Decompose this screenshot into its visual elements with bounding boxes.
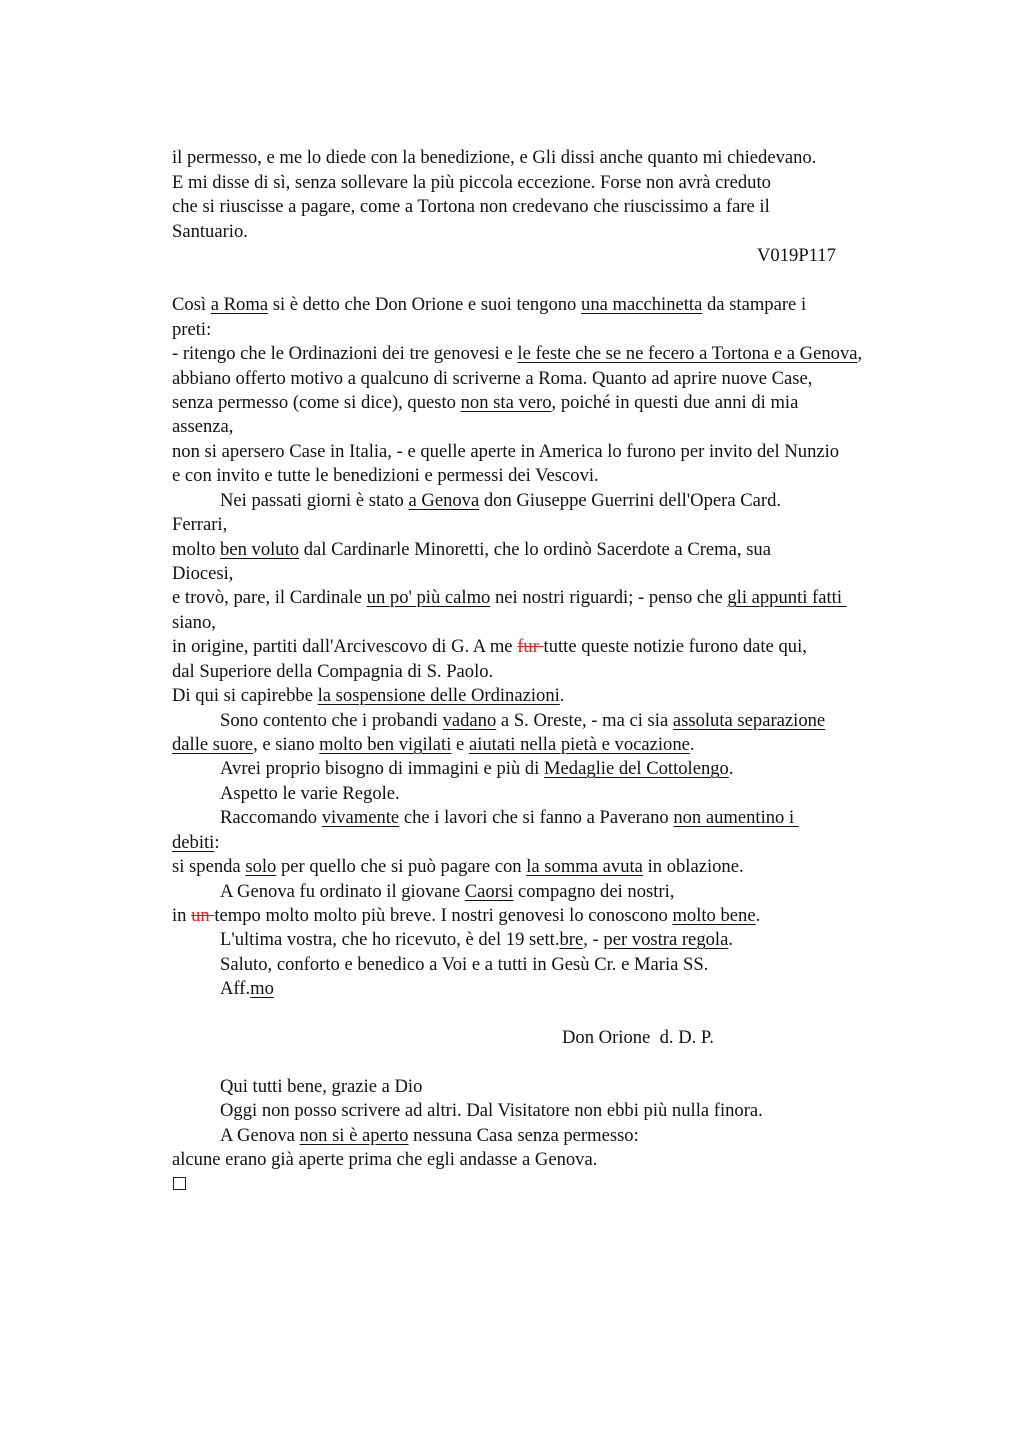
text-segment: e — [451, 734, 469, 755]
underlined-text: una macchinetta — [581, 294, 703, 315]
text-line — [172, 464, 599, 488]
text-segment: in origine, partiti dall'Arcivescovo di G. A me — [172, 636, 518, 657]
text-segment: si spenda — [172, 856, 246, 877]
signature: Don Orione d. D. P. — [562, 1027, 714, 1048]
text-line — [172, 562, 233, 586]
text-segment: , e siano — [253, 734, 320, 755]
underlined-text: assoluta separazione — [672, 710, 826, 731]
text-line — [172, 318, 211, 342]
text-line — [220, 1075, 422, 1099]
text-segment: che i lavori che si fanno a Paverano — [399, 807, 674, 828]
text-line — [220, 709, 825, 733]
text-line — [172, 440, 839, 464]
text-segment: Avrei proprio bisogno di immagini e più di — [220, 758, 544, 779]
underlined-text: debiti — [172, 832, 215, 853]
underlined-text: vivamente — [321, 807, 400, 828]
underlined-text: aiutati nella pietà e vocazione — [468, 734, 690, 755]
text-segment: , — [857, 343, 863, 364]
text-line — [172, 367, 812, 391]
text-segment: Oggi non posso scrivere ad altri. Dal Visitatore non ebbi più nulla finora. — [220, 1100, 763, 1121]
underlined-text: non aumentino i — [673, 807, 799, 828]
underlined-text: la somma avuta — [526, 856, 643, 877]
text-segment: che si riuscisse a pagare, come a Tortona non credevano che riuscissimo a fare il — [172, 196, 770, 217]
text-segment: dal Cardinarle Minoretti, che lo ordinò Sacerdote a Crema, sua — [299, 539, 771, 560]
underlined-text: la sospensione delle Ordinazioni — [317, 685, 560, 706]
text-segment: . — [728, 929, 733, 950]
text-segment: E mi disse di sì, senza sollevare la più piccola eccezione. Forse non avrà creduto — [172, 172, 771, 193]
text-segment: Aff. — [220, 978, 251, 999]
text-segment: - ritengo che le Ordinazioni dei tre genovesi e — [172, 343, 518, 364]
text-segment: , poiché in questi due anni di mia — [551, 392, 799, 413]
underlined-text: ben voluto — [220, 539, 300, 560]
underlined-text: molto ben vigilati — [319, 734, 452, 755]
text-segment: Aspetto le varie Regole. — [220, 783, 400, 804]
underlined-text: non si è aperto — [299, 1125, 409, 1146]
text-line — [220, 489, 781, 513]
text-segment: a S. Oreste, - ma ci sia — [496, 710, 673, 731]
page-reference: V019P117 — [757, 245, 836, 266]
text-segment: abbiano offerto motivo a qualcuno di scriverne a Roma. Quanto ad aprire nuove Case, — [172, 368, 813, 389]
text-line — [172, 635, 807, 659]
text-line — [220, 977, 274, 1001]
underlined-text: gli appunti fatti — [727, 587, 847, 608]
text-segment: e con invito e tutte le benedizioni e permessi dei Vescovi. — [172, 465, 599, 486]
underlined-text: Medaglie del Cottolengo — [543, 758, 729, 779]
text-line — [172, 831, 220, 855]
text-line — [172, 342, 862, 366]
text-segment: molto — [172, 539, 221, 560]
text-line — [172, 660, 493, 684]
text-segment: non si apersero Case in Italia, - e quelle aperte in America lo furono per invito del Nunzio — [172, 441, 840, 462]
text-segment: preti: — [172, 319, 212, 340]
text-line — [172, 513, 227, 537]
text-segment: : — [214, 832, 220, 853]
text-segment: . — [755, 905, 761, 926]
text-line — [220, 1124, 639, 1148]
text-line — [220, 928, 733, 952]
text-segment: assenza, — [172, 416, 234, 437]
text-segment: . — [728, 758, 734, 779]
text-line — [172, 146, 816, 170]
underlined-text: per vostra regola — [603, 929, 729, 950]
text-line — [220, 1099, 763, 1123]
underlined-text: molto bene — [672, 905, 756, 926]
text-segment: A Genova — [220, 1125, 300, 1146]
text-segment: Nei passati giorni è stato — [220, 490, 409, 511]
text-segment: Ferrari, — [172, 514, 228, 535]
text-segment: siano, — [172, 612, 216, 633]
text-segment: don Giuseppe Guerrini dell'Opera Card. — [479, 490, 782, 511]
text-line — [172, 391, 798, 415]
underlined-text: vadano — [442, 710, 497, 731]
text-line — [220, 880, 674, 904]
text-line — [172, 1148, 597, 1172]
text-segment: compagno dei nostri, — [513, 881, 675, 902]
checkbox-glyph — [173, 1177, 186, 1190]
text-segment: Santuario. — [172, 221, 248, 242]
text-line — [172, 855, 744, 879]
text-segment: Così — [172, 294, 211, 315]
text-segment: e trovò, pare, il Cardinale — [172, 587, 367, 608]
text-segment: da stampare i — [702, 294, 807, 315]
underlined-text: non sta vero — [460, 392, 552, 413]
text-segment: alcune erano già aperte prima che egli andasse a Genova. — [172, 1149, 598, 1170]
underlined-text: a Genova — [408, 490, 480, 511]
text-line — [172, 904, 760, 928]
text-segment: Raccomando — [220, 807, 322, 828]
text-segment: per quello che si può pagare con — [276, 856, 527, 877]
text-segment: Diocesi, — [172, 563, 234, 584]
underlined-text: bre — [559, 929, 584, 950]
text-line — [172, 195, 770, 219]
text-segment: dal Superiore della Compagnia di S. Paolo. — [172, 661, 494, 682]
text-segment: Di qui si capirebbe — [172, 685, 318, 706]
text-segment: senza permesso (come si dice), questo — [172, 392, 461, 413]
underlined-text: dalle suore — [172, 734, 254, 755]
text-line — [172, 415, 233, 439]
text-segment: Saluto, conforto e benedico a Voi e a tutti in Gesù Cr. e Maria SS. — [220, 954, 709, 975]
text-segment: L'ultima vostra, che ho ricevuto, è del 19 sett. — [220, 929, 560, 950]
text-segment: . — [689, 734, 695, 755]
text-line — [172, 684, 564, 708]
underlined-text: mo — [250, 978, 274, 999]
text-segment: tempo molto molto più breve. I nostri genovesi lo conoscono — [214, 905, 673, 926]
text-segment: nessuna Casa senza permesso: — [408, 1125, 639, 1146]
text-segment: nei nostri riguardi; - penso che — [490, 587, 728, 608]
text-segment: si è detto che Don Orione e suoi tengono — [268, 294, 582, 315]
text-segment: . — [559, 685, 565, 706]
text-line — [172, 171, 771, 195]
text-segment: , - — [583, 929, 604, 950]
text-segment: il permesso, e me lo diede con la benedizione, e Gli dissi anche quanto mi chiedevano. — [172, 147, 817, 168]
text-segment: A Genova fu ordinato il giovane — [220, 881, 465, 902]
text-segment: Qui tutti bene, grazie a Dio — [220, 1076, 423, 1097]
text-segment: Sono contento che i probandi — [220, 710, 443, 731]
text-segment: in oblazione. — [642, 856, 744, 877]
underlined-text: Caorsi — [464, 881, 514, 902]
text-line — [172, 538, 771, 562]
text-line — [220, 757, 734, 781]
text-line — [172, 220, 248, 244]
text-segment: in — [172, 905, 192, 926]
text-line — [172, 611, 216, 635]
text-line — [172, 586, 847, 610]
underlined-text: a Roma — [210, 294, 269, 315]
underlined-text: le feste che se ne fecero a Tortona e a Genova — [517, 343, 858, 364]
underlined-text: un po' più calmo — [366, 587, 491, 608]
text-line — [172, 733, 695, 757]
deleted-text: fur — [517, 636, 544, 657]
deleted-text: un — [191, 905, 215, 926]
text-line — [220, 806, 799, 830]
text-line — [172, 293, 806, 317]
text-line — [220, 782, 400, 806]
text-segment: tutte queste notizie furono date qui, — [543, 636, 807, 657]
text-line — [220, 953, 708, 977]
underlined-text: solo — [245, 856, 277, 877]
